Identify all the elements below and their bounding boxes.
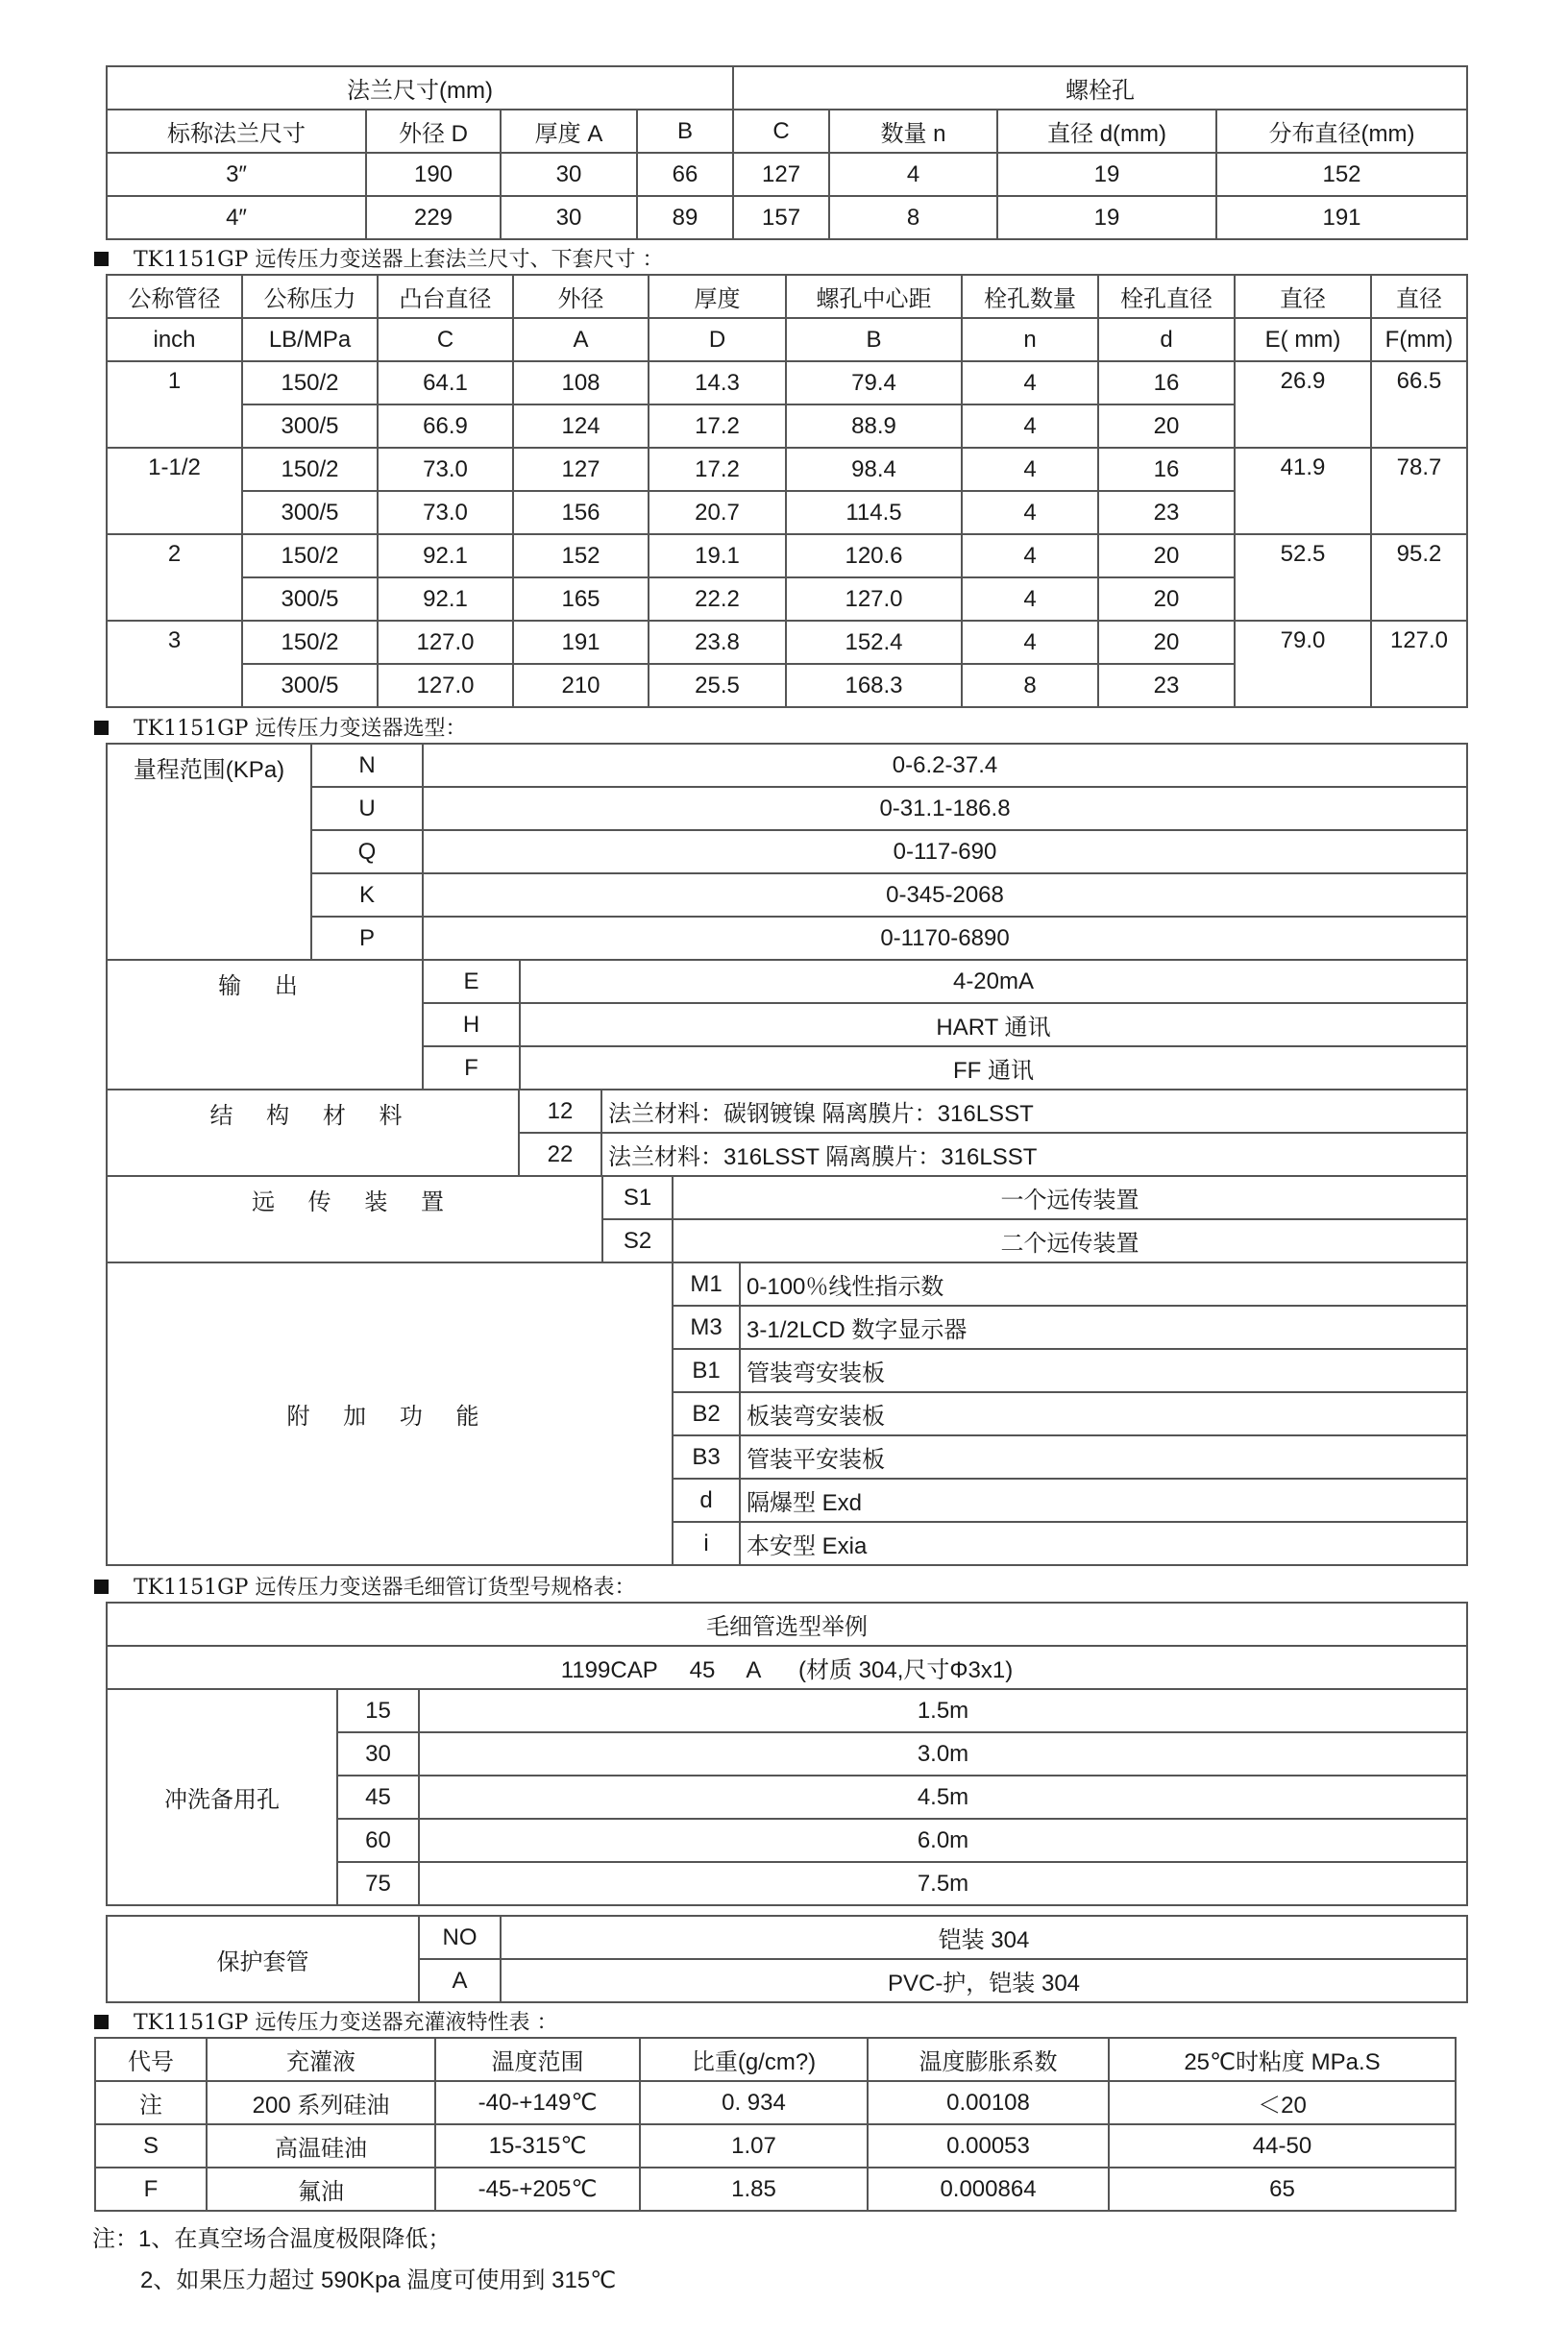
option-code: Q	[311, 830, 423, 873]
table-cell: 65	[1109, 2168, 1456, 2211]
capillary-example-title: 毛细管选型举例	[107, 1603, 1467, 1646]
table-row	[95, 2168, 1456, 2211]
column-header: 充灌液	[207, 2038, 435, 2081]
capillary-flush-table	[106, 1688, 1468, 1906]
table-cell: 0.000864	[868, 2168, 1109, 2211]
diameter-f-cell: 66.5	[1371, 361, 1467, 448]
option-value: 0-31.1-186.8	[423, 787, 1467, 830]
table-cell: 4	[962, 577, 1098, 621]
diameter-e-cell: 79.0	[1235, 621, 1371, 707]
option-value: 0-100％线性指示数	[740, 1262, 1467, 1306]
column-header: 外径	[513, 275, 649, 318]
option-value: 板装弯安装板	[740, 1392, 1467, 1435]
option-code: NO	[419, 1916, 501, 1959]
table-cell: 1.07	[640, 2124, 868, 2168]
option-value: 法兰材料：碳钢镀镍 隔离膜片：316LSST	[601, 1090, 1467, 1133]
column-header: C	[733, 110, 829, 153]
table-cell: ＜20	[1109, 2081, 1456, 2124]
column-header: 公称压力	[242, 275, 378, 318]
selection-extra-table	[106, 1262, 1468, 1566]
section-title-fill-fluid: TK1151GP 远传压力变送器充灌液特性表 ：	[94, 2006, 557, 2036]
table-cell: 0.00053	[868, 2124, 1109, 2168]
option-code: B3	[673, 1435, 740, 1479]
option-code: 75	[337, 1862, 419, 1905]
table-row	[107, 534, 1467, 577]
table-cell: 79.4	[786, 361, 962, 404]
remote-device-label: 远 传 装 置	[107, 1176, 602, 1262]
table-cell: 20	[1098, 621, 1235, 664]
flange-size-table	[106, 65, 1468, 240]
column-subheader: E( mm)	[1235, 318, 1371, 361]
column-header: 螺孔中心距	[786, 275, 962, 318]
upper-flange-table	[106, 274, 1468, 708]
option-code: 60	[337, 1819, 419, 1862]
table-cell: 73.0	[378, 491, 513, 534]
table-cell: 300/5	[242, 491, 378, 534]
table-cell: 114.5	[786, 491, 962, 534]
square-bullet-icon	[94, 1580, 109, 1594]
column-header: 分布直径(mm)	[1216, 110, 1467, 153]
note-line-2: 2、如果压力超过 590Kpa 温度可使用到 315℃	[140, 2267, 617, 2293]
table-cell: 4	[829, 153, 997, 196]
table-cell: 20	[1098, 577, 1235, 621]
table-cell: 150/2	[242, 621, 378, 664]
table-cell: 150/2	[242, 534, 378, 577]
table-cell: 19	[997, 153, 1216, 196]
option-code: 45	[337, 1776, 419, 1819]
square-bullet-icon	[94, 2015, 109, 2029]
table-cell: 150/2	[242, 448, 378, 491]
option-code: S1	[602, 1176, 673, 1219]
diameter-f-cell: 127.0	[1371, 621, 1467, 707]
option-code: S2	[602, 1219, 673, 1262]
table-cell: 300/5	[242, 664, 378, 707]
option-value: 隔爆型 Exd	[740, 1479, 1467, 1522]
table-cell: 17.2	[649, 404, 786, 448]
table-cell: 22.2	[649, 577, 786, 621]
table-cell: 73.0	[378, 448, 513, 491]
option-value: HART 通讯	[520, 1003, 1467, 1046]
table-cell: 127.0	[378, 621, 513, 664]
option-code: E	[423, 960, 520, 1003]
table-cell: 高温硅油	[207, 2124, 435, 2168]
table-cell: 300/5	[242, 577, 378, 621]
selection-remote-table	[106, 1175, 1468, 1263]
option-code: M1	[673, 1262, 740, 1306]
table-cell: 124	[513, 404, 649, 448]
column-subheader: inch	[107, 318, 242, 361]
column-header: 代号	[95, 2038, 207, 2081]
table-row	[95, 2124, 1456, 2168]
option-value: 法兰材料：316LSST 隔离膜片：316LSST	[601, 1133, 1467, 1176]
column-subheader: LB/MPa	[242, 318, 378, 361]
table-cell: 92.1	[378, 577, 513, 621]
flush-hole-label: 冲洗备用孔	[107, 1689, 337, 1905]
table-cell: 300/5	[242, 404, 378, 448]
option-value: 铠装 304	[501, 1916, 1467, 1959]
option-value: 3.0m	[419, 1732, 1467, 1776]
table-row	[107, 448, 1467, 491]
option-code: A	[419, 1959, 501, 2002]
table-cell: 152.4	[786, 621, 962, 664]
option-code: 30	[337, 1732, 419, 1776]
column-header: 25℃时粘度 MPa.S	[1109, 2038, 1456, 2081]
table-row	[107, 1689, 1467, 1732]
table-cell: 152	[1216, 153, 1467, 196]
column-subheader: n	[962, 318, 1098, 361]
table-cell: 30	[501, 196, 637, 239]
fill-fluid-table-block	[94, 2037, 1457, 2212]
option-code: U	[311, 787, 423, 830]
option-value: PVC-护，铠装 304	[501, 1959, 1467, 2002]
diameter-f-cell: 78.7	[1371, 448, 1467, 534]
extra-function-label: 附 加 功 能	[107, 1262, 673, 1565]
table-cell: 30	[501, 153, 637, 196]
table-row	[107, 361, 1467, 404]
table-cell: 152	[513, 534, 649, 577]
table-cell: 127.0	[786, 577, 962, 621]
column-header: 比重(g/cm?)	[640, 2038, 868, 2081]
diameter-f-cell: 95.2	[1371, 534, 1467, 621]
option-value: 0-345-2068	[423, 873, 1467, 917]
section-title-upper-flange: TK1151GP 远传压力变送器上套法兰尺寸、下套尺寸 ：	[94, 243, 663, 273]
option-value: 4.5m	[419, 1776, 1467, 1819]
diameter-e-cell: 41.9	[1235, 448, 1371, 534]
option-code: d	[673, 1479, 740, 1522]
square-bullet-icon	[94, 721, 109, 735]
upper-flange-table-block	[106, 274, 1468, 708]
table-row	[107, 621, 1467, 664]
table-row	[107, 1916, 1467, 1959]
table-row	[107, 1090, 1467, 1133]
option-code: M3	[673, 1306, 740, 1349]
option-value: 1.5m	[419, 1689, 1467, 1732]
option-code: K	[311, 873, 423, 917]
table-cell: 15-315℃	[435, 2124, 640, 2168]
table-cell: 16	[1098, 448, 1235, 491]
option-value: 7.5m	[419, 1862, 1467, 1905]
table-cell: 3″	[107, 153, 366, 196]
column-header: 外径 D	[366, 110, 501, 153]
table-cell: 44-50	[1109, 2124, 1456, 2168]
option-code: P	[311, 917, 423, 960]
option-value: 0-6.2-37.4	[423, 744, 1467, 787]
table-cell: 20	[1098, 404, 1235, 448]
option-value: 0-1170-6890	[423, 917, 1467, 960]
option-value: FF 通讯	[520, 1046, 1467, 1090]
table-cell: 19.1	[649, 534, 786, 577]
nominal-size-cell: 3	[107, 621, 242, 707]
table-cell: 66.9	[378, 404, 513, 448]
table-cell: 168.3	[786, 664, 962, 707]
column-header: 公称管径	[107, 275, 242, 318]
table-row	[107, 787, 1467, 830]
selection-table-block	[106, 743, 1468, 1566]
option-code: H	[423, 1003, 520, 1046]
table-cell: -45-+205℃	[435, 2168, 640, 2211]
column-subheader: d	[1098, 318, 1235, 361]
capillary-example-value: 1199CAP 45 A (材质 304,尺寸Φ3x1)	[107, 1646, 1467, 1689]
table-cell: 17.2	[649, 448, 786, 491]
column-header: 凸台直径	[378, 275, 513, 318]
column-subheader: D	[649, 318, 786, 361]
section-title-capillary: TK1151GP 远传压力变送器毛细管订货型号规格表：	[94, 1571, 635, 1601]
table-cell: 8	[829, 196, 997, 239]
option-value: 管装弯安装板	[740, 1349, 1467, 1392]
table-cell: 98.4	[786, 448, 962, 491]
table-cell: 14.3	[649, 361, 786, 404]
table-cell: F	[95, 2168, 207, 2211]
option-code: i	[673, 1522, 740, 1565]
selection-material-table	[106, 1089, 1468, 1177]
diameter-e-cell: 26.9	[1235, 361, 1371, 448]
table-row	[107, 873, 1467, 917]
table-cell: 25.5	[649, 664, 786, 707]
table-cell: 127	[733, 153, 829, 196]
column-header: 温度膨胀系数	[868, 2038, 1109, 2081]
table-cell: 0.00108	[868, 2081, 1109, 2124]
table-row	[107, 1176, 1467, 1219]
table-cell: 190	[366, 153, 501, 196]
material-label: 结 构 材 料	[107, 1090, 519, 1176]
table-row	[107, 744, 1467, 787]
column-subheader: C	[378, 318, 513, 361]
output-label: 输 出	[107, 960, 423, 1090]
column-header: 直径	[1235, 275, 1371, 318]
capillary-example-table	[106, 1602, 1468, 1690]
table-cell: 89	[637, 196, 733, 239]
flange-size-group-header: 法兰尺寸(mm)	[107, 66, 733, 110]
table-cell: 127.0	[378, 664, 513, 707]
option-code: B2	[673, 1392, 740, 1435]
table-cell: 0. 934	[640, 2081, 868, 2124]
table-cell: 4	[962, 361, 1098, 404]
option-value: 管装平安装板	[740, 1435, 1467, 1479]
nominal-size-cell: 1	[107, 361, 242, 448]
table-row	[107, 960, 1467, 1003]
column-subheader: B	[786, 318, 962, 361]
table-cell: 4″	[107, 196, 366, 239]
table-row	[107, 1262, 1467, 1306]
column-subheader: F(mm)	[1371, 318, 1467, 361]
column-header: 数量 n	[829, 110, 997, 153]
nominal-size-cell: 1-1/2	[107, 448, 242, 534]
bolt-hole-group-header: 螺栓孔	[733, 66, 1467, 110]
table-cell: 4	[962, 621, 1098, 664]
option-code: N	[311, 744, 423, 787]
capillary-table-block	[106, 1602, 1468, 2003]
option-value: 一个远传装置	[673, 1176, 1467, 1219]
table-row	[107, 153, 1467, 196]
protective-sleeve-label: 保护套管	[107, 1916, 419, 2002]
option-code: F	[423, 1046, 520, 1090]
column-header: 直径 d(mm)	[997, 110, 1216, 153]
table-cell: 氟油	[207, 2168, 435, 2211]
option-value: 3-1/2LCD 数字显示器	[740, 1306, 1467, 1349]
column-header: 栓孔数量	[962, 275, 1098, 318]
table-row	[95, 2081, 1456, 2124]
column-subheader: A	[513, 318, 649, 361]
option-value: 0-117-690	[423, 830, 1467, 873]
nominal-size-cell: 2	[107, 534, 242, 621]
option-code: B1	[673, 1349, 740, 1392]
table-cell: 8	[962, 664, 1098, 707]
fill-fluid-table	[94, 2037, 1457, 2212]
selection-range-table	[106, 743, 1468, 961]
column-header: 标称法兰尺寸	[107, 110, 366, 153]
table-cell: 127	[513, 448, 649, 491]
table-cell: 4	[962, 534, 1098, 577]
table-cell: 20	[1098, 534, 1235, 577]
table-cell: 229	[366, 196, 501, 239]
table-cell: 4	[962, 404, 1098, 448]
table-cell: 23	[1098, 491, 1235, 534]
capillary-sleeve-table	[106, 1915, 1468, 2003]
column-header: 温度范围	[435, 2038, 640, 2081]
table-cell: 120.6	[786, 534, 962, 577]
table-cell: 注	[95, 2081, 207, 2124]
selection-output-table	[106, 959, 1468, 1090]
table-cell: 23	[1098, 664, 1235, 707]
table-cell: -40-+149℃	[435, 2081, 640, 2124]
table-row	[107, 917, 1467, 960]
table-cell: 191	[513, 621, 649, 664]
table-cell: 4	[962, 448, 1098, 491]
column-header: B	[637, 110, 733, 153]
table-cell: 210	[513, 664, 649, 707]
table-cell: 108	[513, 361, 649, 404]
column-header: 栓孔直径	[1098, 275, 1235, 318]
table-cell: 23.8	[649, 621, 786, 664]
option-value: 6.0m	[419, 1819, 1467, 1862]
table-cell: 64.1	[378, 361, 513, 404]
option-value: 本安型 Exia	[740, 1522, 1467, 1565]
table-row	[107, 196, 1467, 239]
section-title-selection: TK1151GP 远传压力变送器选型：	[94, 712, 466, 742]
table-cell: 150/2	[242, 361, 378, 404]
table-cell: 16	[1098, 361, 1235, 404]
option-code: 12	[519, 1090, 601, 1133]
option-value: 二个远传装置	[673, 1219, 1467, 1262]
table-cell: 20.7	[649, 491, 786, 534]
table-cell: 1.85	[640, 2168, 868, 2211]
table-cell: 4	[962, 491, 1098, 534]
table-cell: 156	[513, 491, 649, 534]
option-value: 4-20mA	[520, 960, 1467, 1003]
column-header: 直径	[1371, 275, 1467, 318]
table-cell: 200 系列硅油	[207, 2081, 435, 2124]
option-code: 15	[337, 1689, 419, 1732]
option-code: 22	[519, 1133, 601, 1176]
table-row	[107, 830, 1467, 873]
table-cell: S	[95, 2124, 207, 2168]
flange-size-table-block	[106, 65, 1468, 240]
column-header: 厚度 A	[501, 110, 637, 153]
table-cell: 66	[637, 153, 733, 196]
table-cell: 92.1	[378, 534, 513, 577]
table-cell: 191	[1216, 196, 1467, 239]
square-bullet-icon	[94, 252, 109, 266]
table-cell: 19	[997, 196, 1216, 239]
note-line-1: 注：1、在真空场合温度极限降低；	[92, 2226, 452, 2252]
table-cell: 157	[733, 196, 829, 239]
column-header: 厚度	[649, 275, 786, 318]
diameter-e-cell: 52.5	[1235, 534, 1371, 621]
range-label: 量程范围(KPa)	[107, 744, 311, 960]
table-cell: 165	[513, 577, 649, 621]
table-cell: 88.9	[786, 404, 962, 448]
